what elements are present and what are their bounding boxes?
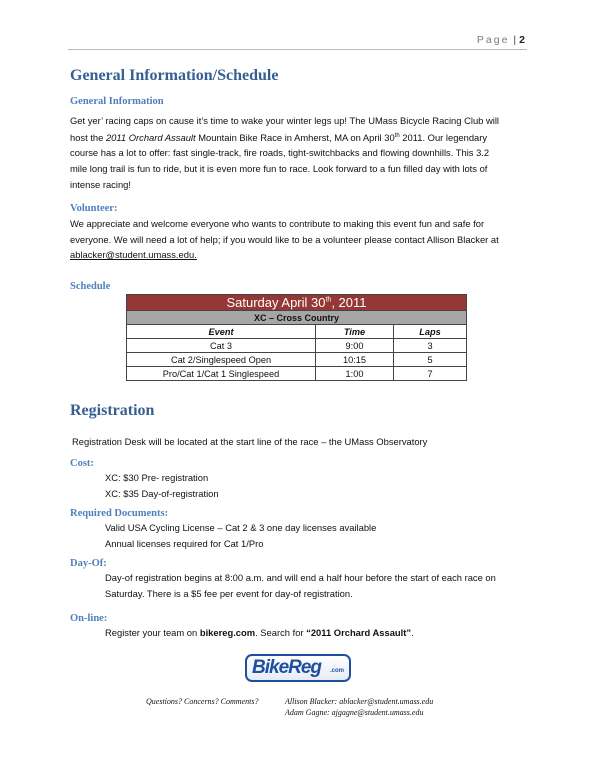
cell-laps: 5 — [394, 353, 467, 367]
page-number: 2 — [519, 34, 525, 46]
volunteer-email-link[interactable]: ablacker@student.umass.edu. — [70, 249, 197, 261]
cell-laps: 3 — [394, 339, 467, 353]
general-info-paragraph — [70, 113, 525, 192]
table-row — [127, 367, 467, 381]
subheading-day-of: Day-Of: — [70, 558, 107, 569]
cost-list — [105, 470, 219, 501]
cell-event: Pro/Cat 1/Cat 1 Singlespeed — [127, 367, 316, 381]
volunteer-line-2: everyone. We will need a lot of help; if you would like to be a volunteer please contact Allison Blacker at — [70, 233, 499, 245]
cell-time: 9:00 — [316, 339, 394, 353]
online-text-b: . Search for — [255, 627, 307, 638]
line2-sup: th — [394, 132, 400, 139]
registration-desk-text: Registration Desk will be located at the start line of the race – the UMass Observatory — [72, 436, 428, 447]
column-header-laps: Laps — [394, 325, 467, 339]
page-number-header — [477, 34, 525, 46]
page-word: Page — [476, 34, 510, 46]
online-text-a: Register your team on — [105, 627, 200, 638]
logo-text: BikeReg — [252, 657, 322, 678]
schedule-table-header-row — [127, 325, 467, 339]
column-header-event: Event — [127, 325, 316, 339]
section-heading-registration: Registration — [70, 402, 155, 419]
online-text-c: . — [411, 627, 414, 638]
cell-event: Cat 2/Singlespeed Open — [127, 353, 316, 367]
volunteer-line-1: We appreciate and welcome everyone who wants to contribute to making this event fun and safe for — [70, 218, 485, 229]
line2-part-c: 2011. Our legendary — [399, 131, 488, 143]
list-item: XC: $35 Day-of-registration — [105, 487, 219, 499]
list-item: Annual licenses required for Cat 1/Pro — [105, 537, 264, 549]
general-info-line-5: intense racing! — [70, 178, 131, 190]
cell-time: 1:00 — [316, 367, 394, 381]
table-title-end: , 2011 — [331, 295, 367, 310]
schedule-table-title-row — [127, 295, 467, 311]
subheading-cost: Cost: — [70, 458, 94, 469]
subheading-general-information: General Information — [70, 96, 164, 107]
footer-questions: Questions? Concerns? Comments? — [146, 697, 259, 706]
page-separator: | — [513, 34, 517, 46]
general-info-line-1: Get yer’ racing caps on cause it’s time to wake your winter legs up! The UMass Bicycle Racing Club will — [70, 115, 499, 126]
footer-contact-adam: Adam Gagne: ajgagne@student.umass.edu — [285, 708, 424, 717]
column-header-time: Time — [316, 325, 394, 339]
cell-laps: 7 — [394, 367, 467, 381]
list-item: XC: $30 Pre- registration — [105, 472, 209, 483]
day-of-line-2: Saturday. There is a $5 fee per event for day-of registration. — [105, 587, 353, 599]
list-item: Valid USA Cycling License – Cat 2 & 3 one day licenses available — [105, 522, 377, 533]
day-of-paragraph — [105, 570, 525, 601]
volunteer-paragraph — [70, 216, 530, 263]
header-rule — [68, 49, 527, 50]
online-text — [105, 625, 414, 641]
subheading-online: On-line: — [70, 613, 108, 624]
schedule-table-title — [127, 295, 467, 311]
table-title-text: Saturday April 30 — [226, 295, 326, 310]
table-row — [127, 339, 467, 353]
race-name-italic: 2011 Orchard Assault — [105, 131, 196, 143]
bikereg-logo[interactable] — [245, 654, 351, 682]
search-term: “2011 Orchard Assault” — [306, 627, 412, 638]
subheading-required-documents: Required Documents: — [70, 508, 169, 519]
logo-suffix: .com — [329, 668, 344, 674]
section-heading-general-schedule: General Information/Schedule — [70, 67, 279, 84]
table-title-sup: th — [325, 296, 332, 304]
line2-part-a: host the — [70, 131, 106, 143]
cell-time: 10:15 — [316, 353, 394, 367]
day-of-line-1: Day-of registration begins at 8:00 a.m. and will end a half hour before the start of each race on — [105, 572, 496, 583]
subheading-schedule: Schedule — [70, 281, 111, 292]
schedule-table-subtitle-row — [127, 311, 467, 325]
footer-contact-allison: Allison Blacker: ablacker@student.umass.edu — [285, 697, 434, 706]
cell-event: Cat 3 — [127, 339, 316, 353]
general-info-line-2 — [70, 129, 525, 146]
schedule-table — [126, 294, 467, 381]
bikereg-link[interactable]: bikereg.com — [199, 627, 256, 638]
general-info-line-4: mile long trail is fun to ride, but it is even more fun to race. Look forward to a fun filled day with lots of — [70, 162, 488, 174]
general-info-line-3: course has a lot to offer: fast single-track, fire roads, tight-switchbacks and flowing downhills. This 3.2 — [70, 147, 490, 159]
documents-list — [105, 520, 376, 551]
subheading-volunteer: Volunteer: — [70, 203, 118, 214]
schedule-table-subtitle: XC – Cross Country — [127, 311, 467, 325]
table-row — [127, 353, 467, 367]
line2-part-b: Mountain Bike Race in Amherst, MA on April 30 — [195, 131, 395, 143]
